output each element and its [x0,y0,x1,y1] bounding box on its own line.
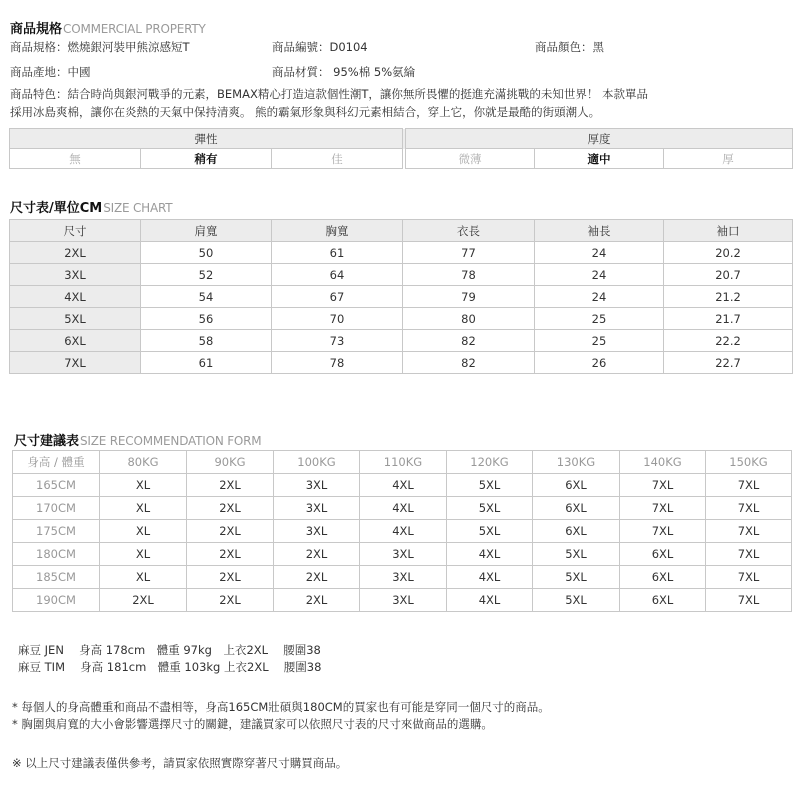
product-spec: 商品規格：燃燒銀河裝甲熊涼感短T [10,40,190,54]
commercial-title-en: COMMERCIAL PROPERTY [63,22,206,36]
table-cell: 58 [141,330,272,352]
table-cell: 4XL [360,497,447,520]
recommendation-header: 140KG [620,451,706,474]
recommendation-header: 80KG [100,451,187,474]
table-cell: 22.7 [664,352,793,374]
table-cell: 61 [272,242,403,264]
recommendation-header: 150KG [706,451,792,474]
table-cell: 4XL [447,589,533,612]
table-cell: 3XL [274,497,360,520]
table-cell: 7XL [706,520,792,543]
table-row [13,497,792,520]
table-cell: 2XL [274,543,360,566]
table-row [10,308,793,330]
table-cell: 3XL [274,520,360,543]
height-label: 185CM [13,566,100,589]
table-cell: 6XL [533,497,620,520]
table-cell: 2XL [100,589,187,612]
product-feature-line: 商品特色：結合時尚與銀河戰爭的元素，BEMAX精心打造這款個性潮T，讓你無所畏懼的挺進充滿挑戰的未知世界！ 本款單品 [10,87,648,101]
table-cell: 7XL [706,474,792,497]
model-line: 麻豆 TIM 身高 181cm 體重 103kg 上衣2XL 腰圍38 [18,660,322,674]
table-cell: 24 [535,286,664,308]
product-feature [10,85,790,121]
table-cell: 4XL [360,474,447,497]
table-row [10,352,793,374]
size-label: 7XL [10,352,141,374]
table-cell: XL [100,497,187,520]
table-cell: 25 [535,308,664,330]
table-cell: 7XL [620,497,706,520]
recommendation-header: 110KG [360,451,447,474]
recommendation-header-row [13,451,792,474]
recommendation-table [12,450,792,612]
table-cell: 3XL [360,566,447,589]
table-cell: 82 [403,352,535,374]
table-cell: 21.7 [664,308,793,330]
table-row [13,589,792,612]
note-line: * 每個人的身高體重和商品不盡相等，身高165CM壯碩與180CM的買家也有可能是穿同一個尺寸的商品。 [12,700,550,714]
product-code: 商品編號：D0104 [272,40,368,54]
table-cell: 6XL [620,589,706,612]
table-cell: 26 [535,352,664,374]
commercial-title [10,18,206,37]
table-cell: 5XL [447,474,533,497]
elasticity-header: 彈性 [10,129,403,149]
table-row [13,566,792,589]
table-cell: 78 [403,264,535,286]
size-chart-header: 肩寬 [141,220,272,242]
table-cell: 5XL [447,520,533,543]
commercial-title-zh: 商品規格 [10,22,63,37]
table-cell: XL [100,474,187,497]
table-cell: 6XL [620,566,706,589]
table-cell: 4XL [447,543,533,566]
table-cell: 7XL [706,566,792,589]
table-cell: 20.7 [664,264,793,286]
elasticity-option: 無 [10,149,141,169]
table-cell: 4XL [360,520,447,543]
product-origin: 商品產地：中國 [10,65,91,79]
table-cell: 2XL [187,474,274,497]
size-chart-title-zh: 尺寸表/單位CM [10,201,103,216]
model-info [18,642,321,676]
table-row [13,474,792,497]
table-cell: 70 [272,308,403,330]
size-chart-header: 衣長 [403,220,535,242]
size-chart-header-row [10,220,793,242]
thickness-option: 微薄 [406,149,535,169]
table-cell: 2XL [187,543,274,566]
height-label: 175CM [13,520,100,543]
height-label: 180CM [13,543,100,566]
size-notes [12,699,550,733]
table-cell: 3XL [274,474,360,497]
property-table [9,128,793,169]
table-cell: 52 [141,264,272,286]
table-row [13,520,792,543]
elasticity-option: 佳 [272,149,403,169]
table-cell: XL [100,520,187,543]
table-cell: 2XL [274,566,360,589]
table-cell: XL [100,566,187,589]
table-cell: 2XL [187,520,274,543]
recommendation-header: 100KG [274,451,360,474]
product-color: 商品顏色：黑 [535,40,604,54]
recommendation-header: 90KG [187,451,274,474]
table-cell: 7XL [706,589,792,612]
table-row [10,330,793,352]
recommendation-header: 120KG [447,451,533,474]
table-cell: 67 [272,286,403,308]
table-row [10,242,793,264]
table-cell: 2XL [187,497,274,520]
table-cell: 80 [403,308,535,330]
table-cell: 73 [272,330,403,352]
table-cell: 7XL [620,474,706,497]
table-row [10,264,793,286]
size-label: 2XL [10,242,141,264]
table-row [13,543,792,566]
height-label: 170CM [13,497,100,520]
size-label: 5XL [10,308,141,330]
table-cell: 2XL [187,589,274,612]
table-cell: 64 [272,264,403,286]
size-label: 6XL [10,330,141,352]
elasticity-option-selected: 稍有 [141,149,272,169]
table-cell: 5XL [447,497,533,520]
table-cell: 24 [535,242,664,264]
table-cell: 21.2 [664,286,793,308]
size-chart-title [10,197,172,216]
table-row [10,286,793,308]
table-cell: 3XL [360,543,447,566]
size-label: 3XL [10,264,141,286]
size-chart-table [9,219,793,374]
disclaimer: ※ 以上尺寸建議表僅供參考，請買家依照實際穿著尺寸購買商品。 [12,756,348,770]
height-label: 190CM [13,589,100,612]
product-feature-line: 採用冰島爽棉，讓你在炎熱的天氣中保持清爽。 熊的霸氣形象與科幻元素相結合，穿上它，你就是最酷的街頭潮人。 [10,105,601,119]
table-cell: 3XL [360,589,447,612]
size-chart-title-en: SIZE CHART [103,201,173,215]
table-cell: 6XL [533,520,620,543]
recommendation-header: 130KG [533,451,620,474]
recommendation-header: 身高 / 體重 [13,451,100,474]
recommendation-title-zh: 尺寸建議表 [14,434,80,449]
thickness-option-selected: 適中 [535,149,664,169]
table-cell: 79 [403,286,535,308]
model-line: 麻豆 JEN 身高 178cm 體重 97kg 上衣2XL 腰圍38 [18,643,321,657]
height-label: 165CM [13,474,100,497]
table-cell: 4XL [447,566,533,589]
table-cell: 22.2 [664,330,793,352]
table-cell: 54 [141,286,272,308]
table-cell: 82 [403,330,535,352]
recommendation-title [14,430,261,449]
table-cell: 77 [403,242,535,264]
table-cell: XL [100,543,187,566]
table-cell: 5XL [533,589,620,612]
table-cell: 5XL [533,566,620,589]
note-line: * 胸圍與肩寬的大小會影響選擇尺寸的關鍵，建議買家可以依照尺寸表的尺寸來做商品的選購。 [12,717,493,731]
product-material: 商品材質： 95%棉 5%氨綸 [272,65,416,79]
table-cell: 24 [535,264,664,286]
recommendation-title-en: SIZE RECOMMENDATION FORM [80,434,262,448]
table-cell: 2XL [187,566,274,589]
table-cell: 7XL [620,520,706,543]
table-cell: 7XL [706,497,792,520]
table-cell: 61 [141,352,272,374]
size-label: 4XL [10,286,141,308]
table-cell: 2XL [274,589,360,612]
table-cell: 6XL [620,543,706,566]
table-cell: 56 [141,308,272,330]
size-chart-header: 尺寸 [10,220,141,242]
size-chart-header: 胸寬 [272,220,403,242]
table-cell: 7XL [706,543,792,566]
thickness-header: 厚度 [406,129,793,149]
table-cell: 6XL [533,474,620,497]
table-cell: 25 [535,330,664,352]
size-chart-header: 袖口 [664,220,793,242]
table-cell: 50 [141,242,272,264]
table-cell: 20.2 [664,242,793,264]
table-cell: 78 [272,352,403,374]
size-chart-header: 袖長 [535,220,664,242]
table-cell: 5XL [533,543,620,566]
thickness-option: 厚 [664,149,793,169]
